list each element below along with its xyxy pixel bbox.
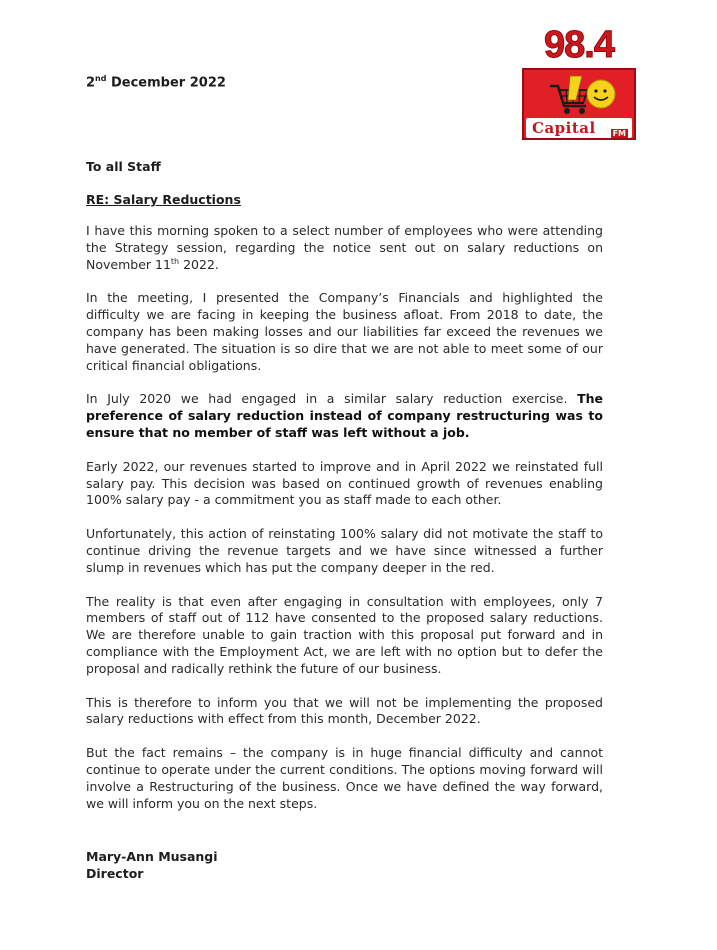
logo-frequency: 98.4 <box>544 24 614 66</box>
paragraph-2: In the meeting, I presented the Company’s Financials and highlighted the difficulty we are facing in keeping the business afloat. From 2018 to date, the company has been making losses and our liabilities far exceed the revenues we have generated. The situation is so dire that we are not able to meet some of our critical financial obligations. <box>86 290 603 373</box>
paragraph-3: In July 2020 we had engaged in a similar salary reduction exercise. The preference of salary reduction instead of company restructuring was to ensure that no member of staff was left without a job. <box>86 391 603 440</box>
date-rest: December 2022 <box>106 75 226 91</box>
logo-brand-suffix: FM <box>612 129 626 138</box>
letter-body <box>86 223 603 829</box>
paragraph-8: But the fact remains – the company is in huge financial difficulty and cannot continue to operate under the current conditions. The options moving forward will involve a Restructuring of the business. Once we have defined the way forward, we will inform you on the next steps. <box>86 745 603 811</box>
salutation: To all Staff <box>86 159 161 174</box>
capital-fm-logo <box>522 24 636 140</box>
date-suffix: nd <box>95 74 107 83</box>
smiling-sun-shopping-cart-icon <box>542 72 622 120</box>
paragraph-7: This is therefore to inform you that we will not be implementing the proposed salary reductions with effect from this month, December 2022. <box>86 694 603 727</box>
paragraph-5: Unfortunately, this action of reinstating 100% salary did not motivate the staff to continue driving the revenue targets and we have since witnessed a further slump in revenues which has put the company deeper in the red. <box>86 526 603 575</box>
paragraph-4: Early 2022, our revenues started to improve and in April 2022 we reinstated full salary pay. This decision was based on continued growth of revenues enabling 100% salary pay - a commitment you as staff made to each other. <box>86 458 603 508</box>
signature-block <box>86 848 218 882</box>
subject-line: RE: Salary Reductions <box>86 192 241 207</box>
logo-brand-strip <box>526 118 632 138</box>
letter-date <box>86 74 226 90</box>
logo-brand-word: Capital <box>532 119 596 137</box>
paragraph-1: I have this morning spoken to a select number of employees who were attending the Strategy session, regarding the notice sent out on salary reductions on November 11th 2022. <box>86 223 603 272</box>
logo-red-box <box>522 68 636 140</box>
paragraph-3-emphasis: The preference of salary reduction instead of company restructuring was to ensure that no member of staff was left without a job. <box>86 391 603 440</box>
signatory-name: Mary-Ann Musangi <box>86 849 218 864</box>
signatory-title: Director <box>86 866 144 881</box>
paragraph-6: The reality is that even after engaging in consultation with employees, only 7 members of staff out of 112 have consented to the proposed salary reductions. We are therefore unable to gain traction with this proposal put forward and in compliance with the Employment Act, we are left with no option but to defer the proposal and radically rethink the future of our business. <box>86 593 603 676</box>
date-day: 2 <box>86 75 96 91</box>
